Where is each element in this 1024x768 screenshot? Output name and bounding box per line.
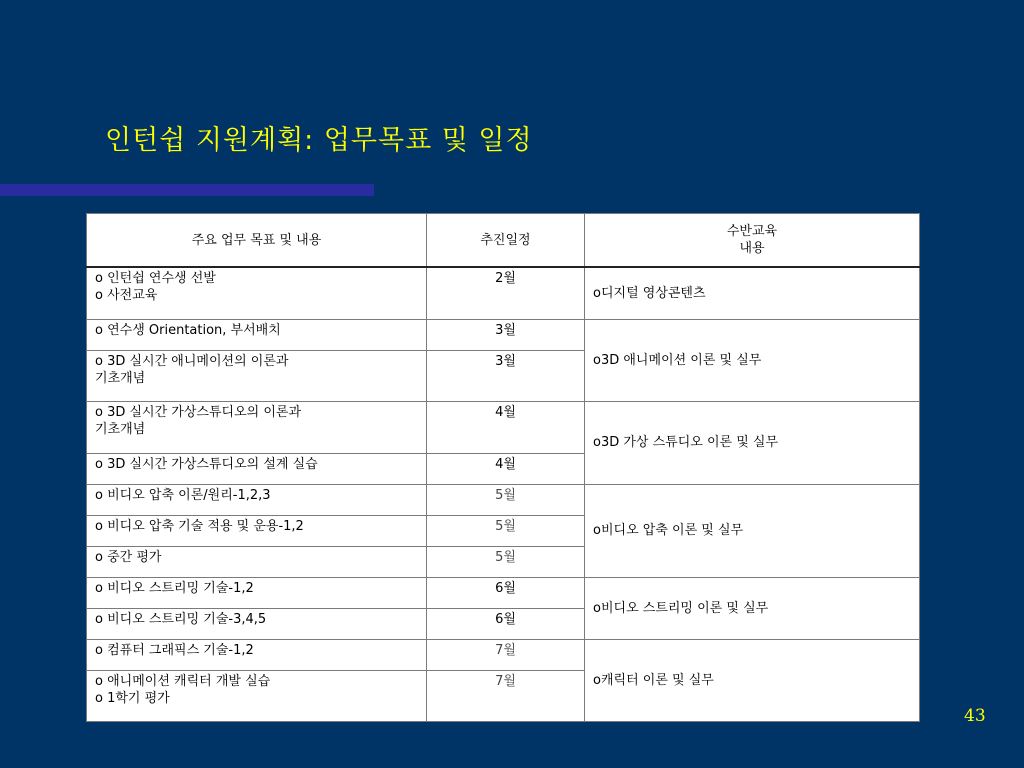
task-cell — [87, 608, 427, 639]
education-cell: o캐릭터 이론 및 실무 — [585, 639, 920, 721]
month-cell: 5월 — [427, 484, 585, 515]
task-cell — [87, 319, 427, 350]
month-cell: 4월 — [427, 453, 585, 484]
month-cell: 7월 — [427, 670, 585, 721]
education-cell: o비디오 스트리밍 이론 및 실무 — [585, 577, 920, 639]
task-line: o 1학기 평가 — [95, 690, 170, 706]
task-cell — [87, 546, 427, 577]
task-line: o 3D 실시간 애니메이션의 이론과 — [95, 353, 289, 369]
task-line: o 비디오 압축 기술 적용 및 운용-1,2 — [95, 518, 304, 534]
task-line: o 연수생 Orientation, 부서배치 — [95, 322, 281, 338]
task-line: o 컴퓨터 그래픽스 기술-1,2 — [95, 642, 254, 658]
task-cell — [87, 670, 427, 721]
table-header-row — [87, 214, 920, 268]
month-cell: 5월 — [427, 515, 585, 546]
task-line: o 비디오 스트리밍 기술-3,4,5 — [95, 611, 267, 627]
table-row — [87, 577, 920, 608]
month-cell: 3월 — [427, 350, 585, 401]
month-cell: 7월 — [427, 639, 585, 670]
table-row — [87, 267, 920, 319]
header-education — [585, 214, 920, 268]
education-cell: o3D 가상 스튜디오 이론 및 실무 — [585, 401, 920, 484]
task-line: o 3D 실시간 가상스튜디오의 이론과 — [95, 404, 302, 420]
task-cell — [87, 401, 427, 453]
task-cell — [87, 577, 427, 608]
task-line: o 인턴쉽 연수생 선발 — [95, 271, 216, 286]
task-cell — [87, 515, 427, 546]
task-line: o 사전교육 — [95, 288, 158, 303]
task-line: o 애니메이션 캐릭터 개발 실습 — [95, 673, 271, 689]
month-cell: 6월 — [427, 608, 585, 639]
schedule-table — [86, 213, 920, 722]
month-cell: 2월 — [427, 267, 585, 319]
task-cell — [87, 639, 427, 670]
slide-title: 인턴쉽 지원계획: 업무목표 및 일정 — [105, 125, 533, 156]
title-underline-bar — [0, 184, 374, 196]
education-cell: o비디오 압축 이론 및 실무 — [585, 484, 920, 577]
task-cell — [87, 267, 427, 319]
table-row — [87, 484, 920, 515]
education-cell: o디지털 영상콘텐츠 — [585, 267, 920, 319]
task-line: 기초개념 — [95, 370, 146, 386]
month-cell: 3월 — [427, 319, 585, 350]
table-row — [87, 639, 920, 670]
task-line: o 비디오 스트리밍 기술-1,2 — [95, 580, 254, 596]
task-cell — [87, 350, 427, 401]
task-cell — [87, 453, 427, 484]
header-education-line2: 내용 — [739, 241, 765, 256]
task-line: o 3D 실시간 가상스튜디오의 설계 실습 — [95, 456, 318, 472]
page-number: 43 — [964, 706, 986, 726]
education-cell: o3D 애니메이션 이론 및 실무 — [585, 319, 920, 401]
task-line: 기초개념 — [95, 421, 146, 437]
header-education-line1: 수반교육 — [726, 224, 778, 239]
table-row — [87, 319, 920, 350]
header-schedule: 추진일정 — [427, 214, 585, 268]
header-task: 주요 업무 목표 및 내용 — [87, 214, 427, 268]
table-row — [87, 401, 920, 453]
task-cell — [87, 484, 427, 515]
task-line: o 비디오 압축 이론/원리-1,2,3 — [95, 487, 271, 503]
task-line: o 중간 평가 — [95, 549, 162, 565]
month-cell: 6월 — [427, 577, 585, 608]
month-cell: 4월 — [427, 401, 585, 453]
month-cell: 5월 — [427, 546, 585, 577]
